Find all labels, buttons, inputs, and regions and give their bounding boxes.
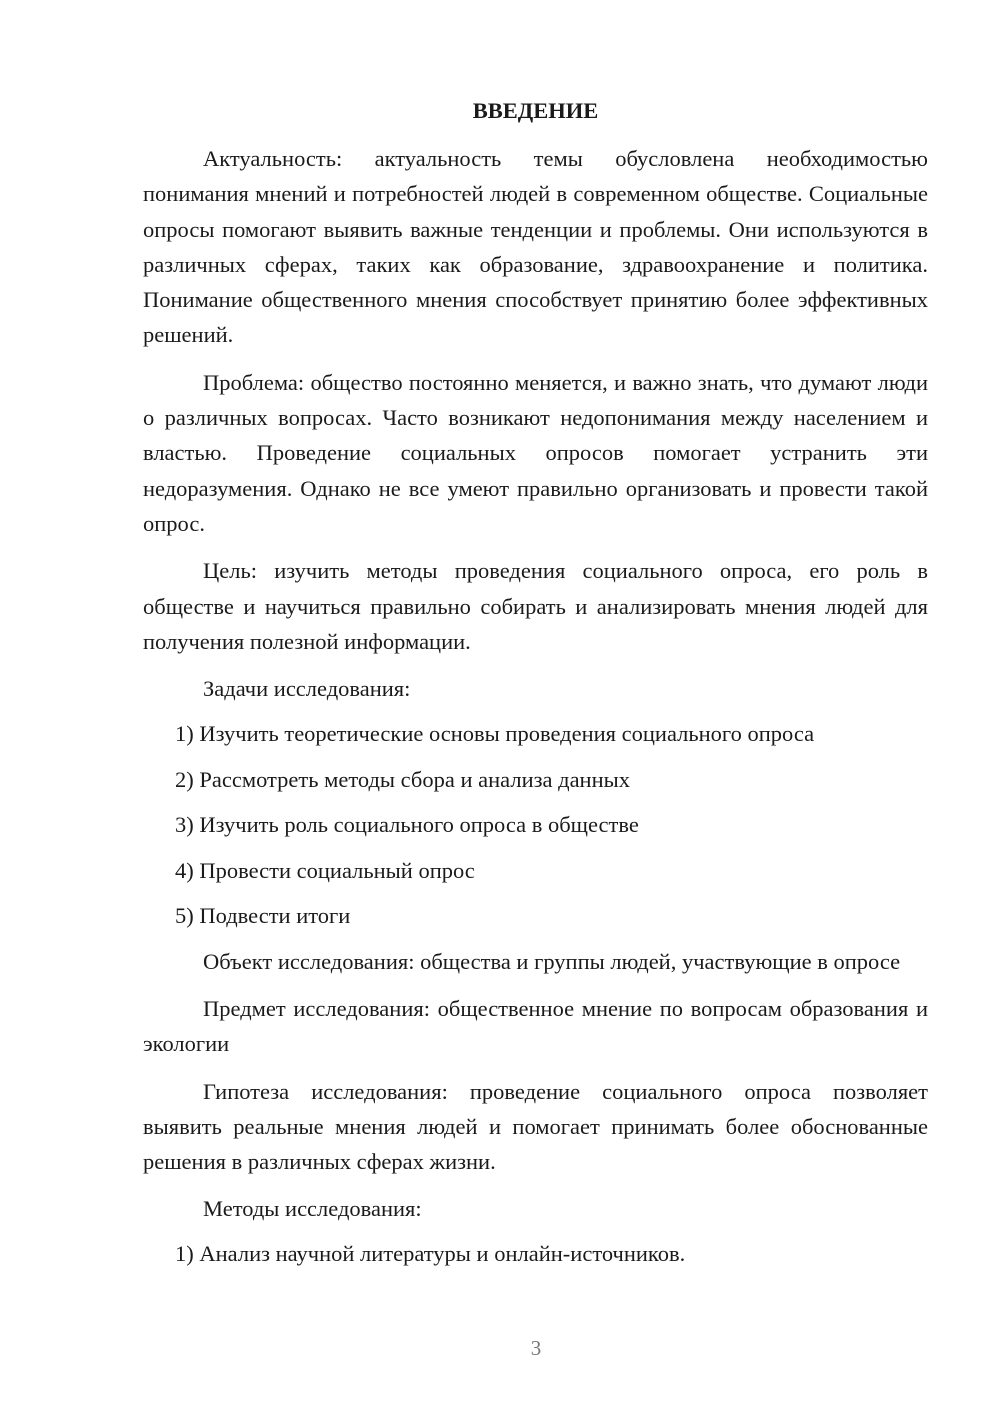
problem-paragraph: Проблема: общество постоянно меняется, и важно знать, что думают люди о различных вопросах. Часто возникают недопонимания между населением и властью. Проведение социальных опросов помогает устранить эти недоразумения. Однако не все умеют правильно организовать и провести такой опрос. [143, 369, 928, 536]
goal-paragraph: Цель: изучить методы проведения социального опроса, его роль в обществе и научиться правильно собирать и анализировать мнения людей для получения полезной информации. [143, 558, 928, 654]
task-item: 4) Провести социальный опрос [175, 857, 475, 883]
page-content [143, 94, 928, 1282]
methods-list [143, 1236, 928, 1271]
hypothesis-paragraph: Гипотеза исследования: проведение социального опроса позволяет выявить реальные мнения людей и помогает принимать более обоснованные решения в различных сферах жизни. [143, 1078, 928, 1175]
object-paragraph: Объект исследования: общества и группы людей, участвующие в опросе [203, 948, 901, 974]
subject-paragraph: Предмет исследования: общественное мнение по вопросам образования и экологии [143, 995, 928, 1057]
task-item: 3) Изучить роль социального опроса в обществе [175, 812, 639, 838]
relevance-paragraph: Актуальность: актуальность темы обусловлена необходимостью понимания мнений и потребностей людей в современном обществе. Социальные опросы помогают выявить важные тенденции и проблемы. Они используются в различных сферах, таких как образование, здравоохранение и политика. Понимание общественного мнения способствует принятию более эффективных решений. [143, 146, 928, 348]
tasks-label: Задачи исследования: [203, 676, 411, 702]
task-item: 5) Подвести итоги [175, 903, 351, 929]
method-item: 1) Анализ научной литературы и онлайн-источников. [175, 1241, 686, 1267]
task-item: 1) Изучить теоретические основы проведения социального опроса [175, 721, 815, 747]
tasks-list [143, 716, 928, 933]
task-item: 2) Рассмотреть методы сбора и анализа данных [175, 766, 630, 792]
methods-label: Методы исследования: [203, 1196, 422, 1222]
section-heading: ВВЕДЕНИЕ [472, 98, 599, 123]
page-number: 3 [530, 1336, 542, 1360]
